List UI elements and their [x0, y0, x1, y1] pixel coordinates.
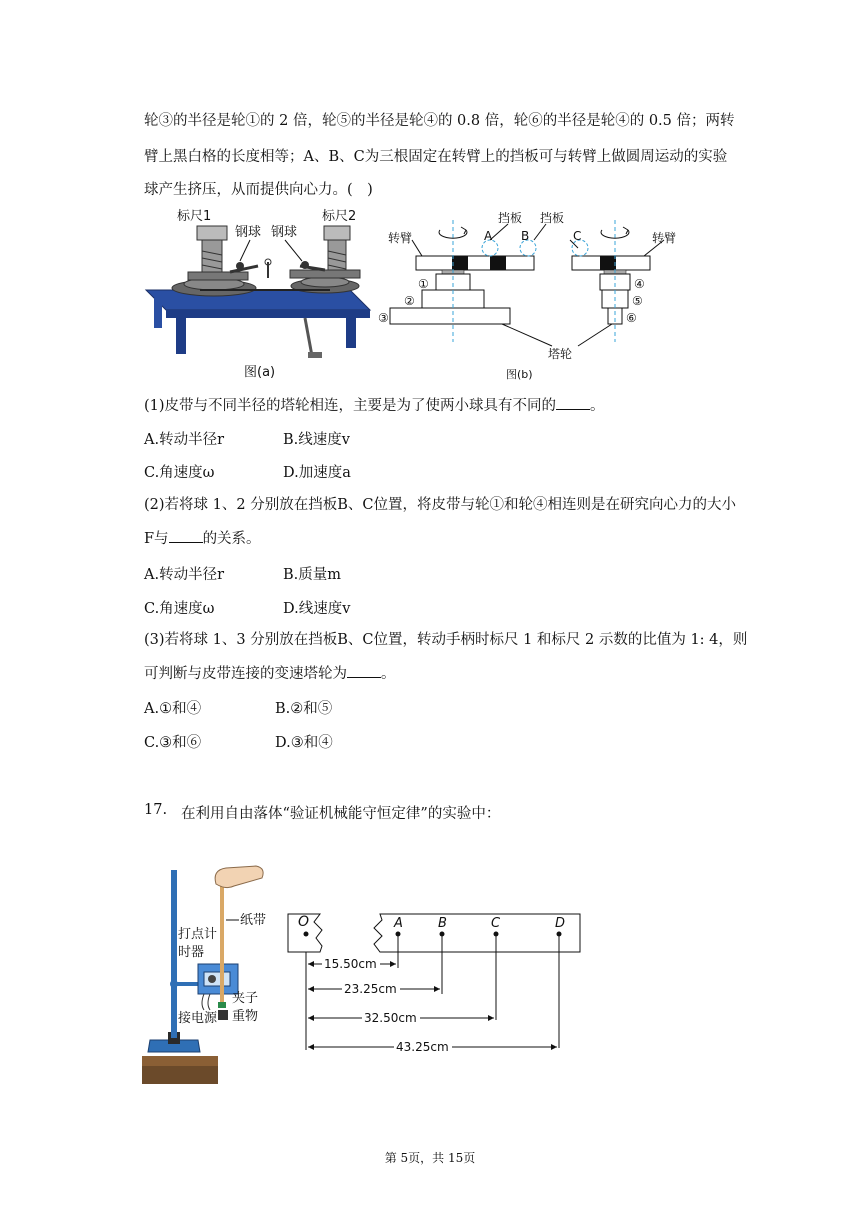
- distance-OC: 32.50cm: [364, 1011, 417, 1025]
- arm-right-label: 转臂: [652, 231, 677, 245]
- figure-a-caption: 图(a): [244, 365, 276, 380]
- q3-stem-line-2: [144, 663, 396, 684]
- q2-option-d: D.线速度v: [283, 601, 351, 617]
- q2-option-c: C.角速度ω: [144, 601, 215, 617]
- wheel-5-label: ⑤: [632, 294, 643, 308]
- wheel-6-label: ⑥: [626, 311, 637, 325]
- distance-OB: 23.25cm: [344, 982, 397, 996]
- q1-option-a: A.转动半径r: [144, 432, 225, 448]
- q3-option-b: B.②和⑤: [275, 701, 333, 717]
- baffle-B: B: [521, 229, 530, 243]
- q1-stem-end: 。: [590, 398, 605, 414]
- q2-stem-text-a: F与: [144, 531, 169, 547]
- scale2-label: 标尺2: [322, 209, 357, 224]
- figure-tape-measurement: [284, 900, 590, 1060]
- tape-point-A: A: [394, 916, 403, 931]
- q2-blank: [169, 528, 203, 543]
- intro-line-2: 臂上黑白格的长度相等；A、B、C为三根固定在转臂上的挡板可与转臂上做圆周运动的实验: [144, 149, 728, 165]
- ball2-label: 钢球: [271, 225, 298, 240]
- q1-blank: [556, 395, 590, 410]
- tape-label: 纸带: [240, 913, 267, 928]
- intro-line-3: 球产生挤压，从而提供向心力。( ): [144, 182, 373, 198]
- tower-label: 塔轮: [548, 347, 573, 361]
- q3-option-d: D.③和④: [275, 735, 333, 751]
- wheel-1-label: ①: [418, 277, 429, 291]
- weight-label: 重物: [232, 1009, 259, 1024]
- q3-option-c: C.③和⑥: [144, 735, 202, 751]
- timer-label-2: 时器: [178, 945, 205, 960]
- tape-point-C: C: [491, 916, 501, 931]
- distance-OA: 15.50cm: [324, 957, 377, 971]
- wheel-2-label: ②: [404, 294, 415, 308]
- q3-stem-line-1: (3)若将球 1、3 分别放在挡板B、C位置，转动手柄时标尺 1 和标尺 2 示数的比值为 1: 4，则: [144, 632, 748, 648]
- distance-OD: 43.25cm: [396, 1040, 449, 1054]
- q17-text: 在利用自由落体“验证机械能守恒定律”的实验中：: [181, 806, 501, 822]
- q1-option-d: D.加速度a: [283, 465, 351, 481]
- q1-option-c: C.角速度ω: [144, 465, 215, 481]
- intro-line-1: 轮③的半径是轮①的 2 倍，轮⑤的半径是轮④的 0.8 倍，轮⑥的半径是轮④的 0.5 倍；两转: [144, 113, 735, 129]
- tape-point-D: D: [555, 916, 566, 931]
- tape-point-O: O: [298, 914, 310, 930]
- figure-b-schematic: [378, 210, 702, 382]
- ball1-label: 钢球: [235, 225, 262, 240]
- q2-stem-text-b: 的关系。: [202, 531, 261, 547]
- q3-stem-text-b: 。: [381, 666, 396, 682]
- q3-stem-text-a: 可判断与皮带连接的变速塔轮为: [144, 666, 347, 682]
- tape-point-B: B: [438, 916, 447, 931]
- scale1-label: 标尺1: [177, 209, 212, 224]
- q3-blank: [347, 663, 381, 678]
- timer-label-1: 打点计: [178, 927, 218, 942]
- q17-number: 17.: [144, 802, 168, 818]
- q2-stem-line-2: [144, 528, 261, 549]
- arm-left-label: 转臂: [388, 231, 413, 245]
- q3-option-a: A.①和④: [144, 701, 202, 717]
- baffle-C: C: [573, 229, 582, 243]
- q2-stem-line-1: (2)若将球 1、2 分别放在挡板B、C位置，将皮带与轮①和轮④相连则是在研究向心力的大小: [144, 497, 736, 513]
- q2-option-a: A.转动半径r: [144, 567, 225, 583]
- baffle-label-1: 挡板: [498, 211, 523, 225]
- wheel-4-label: ④: [634, 277, 645, 291]
- clip-label: 夹子: [232, 991, 259, 1006]
- figure-c-freefall-apparatus: [140, 864, 280, 1084]
- q1-stem: [144, 395, 605, 416]
- page-footer: 第 5页，共 15页: [384, 1151, 476, 1165]
- baffle-label-2: 挡板: [540, 211, 565, 225]
- figure-b-caption: 图(b): [506, 368, 533, 381]
- q1-option-b: B.线速度v: [283, 432, 350, 448]
- wheel-3-label: ③: [378, 311, 389, 325]
- q1-stem-text: (1)皮带与不同半径的塔轮相连，主要是为了使两小球具有不同的: [144, 398, 557, 414]
- power-label: 接电源: [178, 1011, 218, 1026]
- q2-option-b: B.质量m: [283, 567, 342, 583]
- baffle-A: A: [484, 229, 493, 243]
- figure-a-apparatus: [140, 206, 380, 382]
